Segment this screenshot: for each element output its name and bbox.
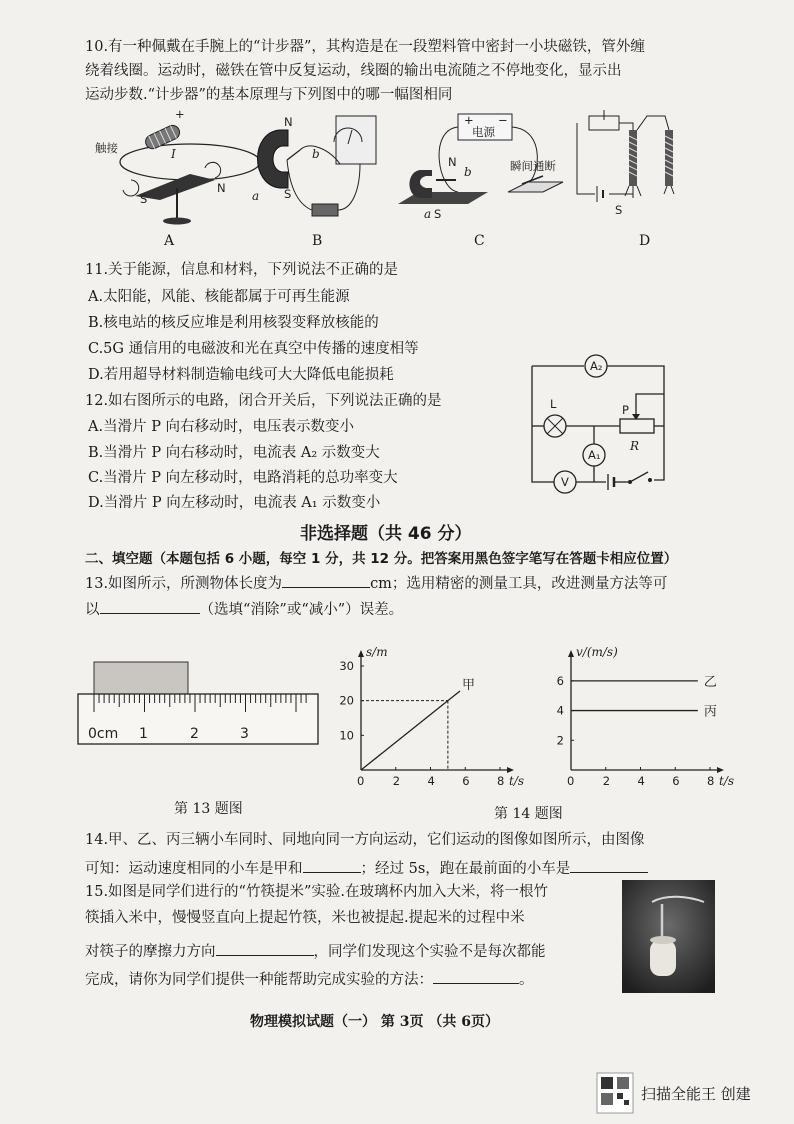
q13-blank-error[interactable] [100, 598, 200, 614]
q12-option-b: B.当滑片 P 向右移动时，电流表 A₂ 示数变大 [88, 445, 380, 461]
q13-line2 [85, 598, 403, 620]
series-label: 甲 [462, 677, 476, 693]
q10-caption-d: D [639, 233, 651, 249]
part2-title: 二、填空题（本题包括 6 小题，每空 1 分，共 12 分。把答案用黑色签字笔写在答题卡相应位置） [85, 551, 678, 567]
q11-option-c: C.5G 通信用的电磁波和光在真空中传播的速度相等 [88, 341, 419, 357]
q12-option-a: A.当滑片 P 向右移动时，电压表示数变小 [88, 419, 355, 435]
q10c-s: S [434, 207, 442, 221]
circuit-p: P [622, 403, 629, 417]
q14-line2 [85, 857, 648, 879]
q10a-current: I [171, 147, 176, 161]
q15-line1: 15.如图是同学们进行的“竹筷提米”实验.在玻璃杯内加入大米，将一根竹 [85, 884, 548, 900]
q15-line3b: ，同学们发现这个实验不是每次都能 [313, 944, 546, 960]
x-tick-label: 8 [497, 774, 505, 788]
section-title: 非选择题（共 46 分） [300, 524, 472, 544]
q11-option-b: B.核电站的核反应堆是利用核裂变释放核能的 [88, 315, 379, 331]
series-line-0 [361, 691, 460, 770]
q14-text2a: 可知：运动速度相同的小车是甲和 [85, 861, 303, 877]
q12-option-c: C.当滑片 P 向左移动时，电路消耗的总功率变大 [88, 470, 398, 486]
x-axis-label: t/s [719, 774, 735, 788]
series-label: 丙 [703, 704, 717, 720]
q12-stem: 12.如右图所示的电路，闭合开关后，下列说法正确的是 [85, 393, 442, 409]
q14-blank-same-speed[interactable] [303, 857, 361, 873]
y-tick-label: 6 [556, 673, 564, 688]
q15-blank-direction[interactable] [216, 940, 314, 956]
q11-option-a: A.太阳能，风能、核能都属于可再生能源 [88, 289, 350, 305]
q10a-plus: + [175, 107, 185, 121]
scanner-logo [597, 1073, 633, 1113]
q10-caption-a: A [164, 233, 175, 249]
x-tick-label: 2 [392, 774, 401, 788]
q10a-s: S [140, 192, 148, 206]
chopstick-rice-photo [622, 880, 715, 993]
x-tick-label: 0 [567, 774, 575, 788]
x-axis-arrow [717, 767, 724, 773]
ruler-label-2: 2 [190, 726, 199, 742]
q10-figure-c [398, 100, 573, 230]
q13-text1b: cm；选用精密的测量工具，改进测量方法等可 [370, 576, 668, 592]
y-tick-label: 30 [339, 659, 354, 673]
x-tick-label: 6 [462, 774, 470, 788]
q10b-b: b [312, 147, 320, 161]
q13-text2a: 以 [85, 602, 100, 618]
q10-figure-d [575, 106, 695, 226]
q14-text2b: ；经过 5s，跑在最前面的小车是 [360, 861, 571, 877]
q10b-a: a [252, 189, 260, 203]
q13-text1a: 13.如图所示，所测物体长度为 [85, 576, 283, 592]
q11-option-d: D.若用超导材料制造输电线可大大降低电能损耗 [88, 367, 394, 383]
q12-circuit [528, 356, 678, 496]
x-axis-label: t/s [509, 774, 525, 788]
y-tick-label: 2 [556, 733, 564, 748]
x-axis-arrow [507, 767, 514, 773]
q10b-n: N [284, 115, 293, 129]
q15-line3 [85, 940, 546, 962]
q10c-power: 电源 [472, 125, 495, 139]
circuit-l: L [550, 397, 557, 411]
q10-line2: 绕着线圈。运动时，磁铁在管中反复运动，线圈的输出电流随之不停地变化，显示出 [85, 63, 622, 79]
q14-caption: 第 14 题图 [494, 806, 563, 822]
y-tick-label: 20 [339, 693, 354, 708]
y-tick-label: 4 [556, 703, 564, 718]
q10b-s: S [284, 187, 292, 201]
q10a-contact: 触接 [95, 141, 118, 155]
y-axis-label: v/(m/s) [576, 645, 618, 659]
q10-figure-b [240, 110, 370, 230]
q13-line1 [85, 572, 667, 594]
q15-line4b: 。 [519, 972, 534, 988]
q15-line3a: 对筷子的摩擦力方向 [85, 944, 216, 960]
y-axis-label: s/m [366, 645, 388, 659]
q13-caption: 第 13 题图 [174, 801, 243, 817]
q15-line2: 筷插入米中，慢慢竖直向上提起竹筷，米也被提起.提起米的过程中米 [85, 910, 525, 926]
q10c-plus: + [464, 113, 474, 127]
q10-line1: 10.有一种佩戴在手腕上的“计步器”，其构造是在一段塑料管中密封一小块磁铁，管外缠 [85, 39, 645, 55]
q10c-minus: − [498, 113, 508, 127]
x-tick-label: 8 [707, 774, 715, 788]
x-tick-label: 0 [357, 774, 365, 788]
circuit-v: V [561, 475, 569, 489]
q13-ruler-figure [78, 660, 323, 750]
q10-caption-c: C [474, 233, 485, 249]
q10-line3: 运动步数.“计步器”的基本原理与下列图中的哪一幅图相同 [85, 87, 453, 103]
y-axis-arrow [568, 650, 574, 657]
q10-caption-b: B [312, 233, 323, 249]
x-tick-label: 6 [672, 774, 680, 788]
ruler-label-1: 1 [139, 726, 148, 742]
q10d-s: S [615, 203, 623, 217]
q11-stem: 11.关于能源，信息和材料，下列说法不正确的是 [85, 262, 399, 278]
q14-blank-front[interactable] [570, 857, 648, 873]
measured-object [94, 662, 188, 694]
circuit-a2: A₂ [590, 359, 603, 373]
q15-blank-method[interactable] [433, 968, 519, 984]
page-footer: 物理模拟试题（一） 第 3页 （共 6页） [250, 1014, 499, 1030]
q10c-n: N [448, 155, 457, 169]
q10c-switch: 瞬间通断 [510, 159, 556, 173]
x-tick-label: 4 [637, 774, 645, 788]
series-label: 乙 [703, 674, 717, 690]
chart-v-t [545, 636, 735, 786]
q15-line4 [85, 968, 534, 990]
q10a-n: N [217, 181, 226, 195]
y-axis-arrow [358, 650, 364, 657]
q13-blank-length[interactable] [282, 572, 370, 588]
circuit-a1: A₁ [588, 448, 601, 462]
y-tick-label: 10 [339, 728, 354, 743]
circuit-r: R [630, 439, 640, 453]
q14-line1: 14.甲、乙、丙三辆小车同时、同地向同一方向运动，它们运动的图像如图所示，由图像 [85, 832, 645, 848]
q10c-a: a [424, 207, 432, 221]
q10c-b: b [464, 165, 472, 179]
x-tick-label: 2 [602, 774, 611, 788]
ruler-label-3: 3 [240, 726, 249, 742]
x-tick-label: 4 [427, 774, 435, 788]
q15-line4a: 完成，请你为同学们提供一种能帮助完成实验的方法： [85, 972, 433, 988]
chart-s-t [335, 636, 525, 788]
q12-option-d: D.当滑片 P 向左移动时，电流表 A₁ 示数变小 [88, 495, 381, 511]
ruler-label-0: 0cm [88, 726, 119, 742]
scanner-watermark: 扫描全能王 创建 [641, 1085, 751, 1103]
q13-text2b: （选填“消除”或“减小”）误差。 [199, 602, 404, 618]
